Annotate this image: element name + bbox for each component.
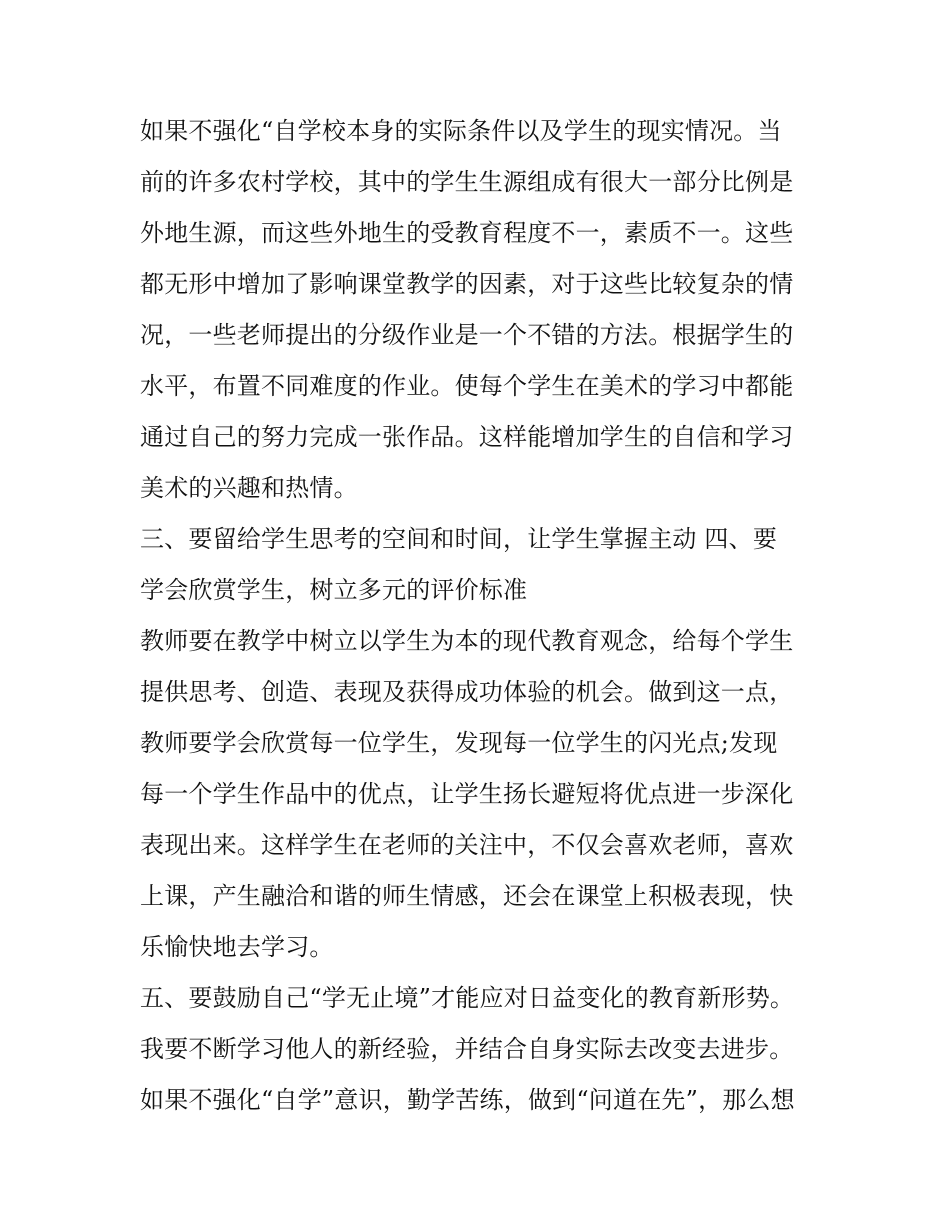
section-heading-line: 学会欣赏学生，树立多元的评价标准 [140, 576, 528, 604]
text-line: 水平，布置不同难度的作业。使每个学生在美术的学习中都能 [140, 372, 794, 400]
section-heading-line: 五、要鼓励自己“学无止境”才能应对日益变化的教育新形势。 [140, 984, 795, 1012]
body-text [140, 106, 820, 1126]
text-line: 每一个学生作品中的优点，让学生扬长避短将优点进一步深化 [140, 780, 794, 808]
text-line: 如果不强化“自学”意识，勤学苦练，做到“问道在先”，那么想 [140, 1086, 795, 1114]
text-line: 如果不强化“自学校本身的实际条件以及学生的现实情况。当 [140, 117, 782, 145]
section-heading-line: 三、要留给学生思考的空间和时间，让学生掌握主动 四、要 [140, 525, 778, 553]
text-line: 通过自己的努力完成一张作品。这样能增加学生的自信和学习 [140, 423, 794, 451]
text-line: 教师要学会欣赏每一位学生，发现每一位学生的闪光点;发现 [140, 729, 778, 757]
text-line: 上课，产生融洽和谐的师生情感，还会在课堂上积极表现，快 [140, 882, 794, 910]
text-line: 美术的兴趣和热情。 [140, 474, 358, 502]
text-line: 前的许多农村学校，其中的学生生源组成有很大一部分比例是 [140, 168, 794, 196]
text-line: 乐愉快地去学习。 [140, 933, 334, 961]
text-line: 提供思考、创造、表现及获得成功体验的机会。做到这一点， [140, 678, 794, 706]
text-line: 都无形中增加了影响课堂教学的因素，对于这些比较复杂的情 [140, 270, 794, 298]
text-line: 我要不断学习他人的新经验，并结合自身实际去改变去进步。 [140, 1035, 794, 1063]
text-line: 教师要在教学中树立以学生为本的现代教育观念，给每个学生 [140, 627, 794, 655]
text-line: 况，一些老师提出的分级作业是一个不错的方法。根据学生的 [140, 321, 794, 349]
text-line: 外地生源，而这些外地生的受教育程度不一，素质不一。这些 [140, 219, 794, 247]
text-line: 表现出来。这样学生在老师的关注中，不仅会喜欢老师，喜欢 [140, 831, 794, 859]
